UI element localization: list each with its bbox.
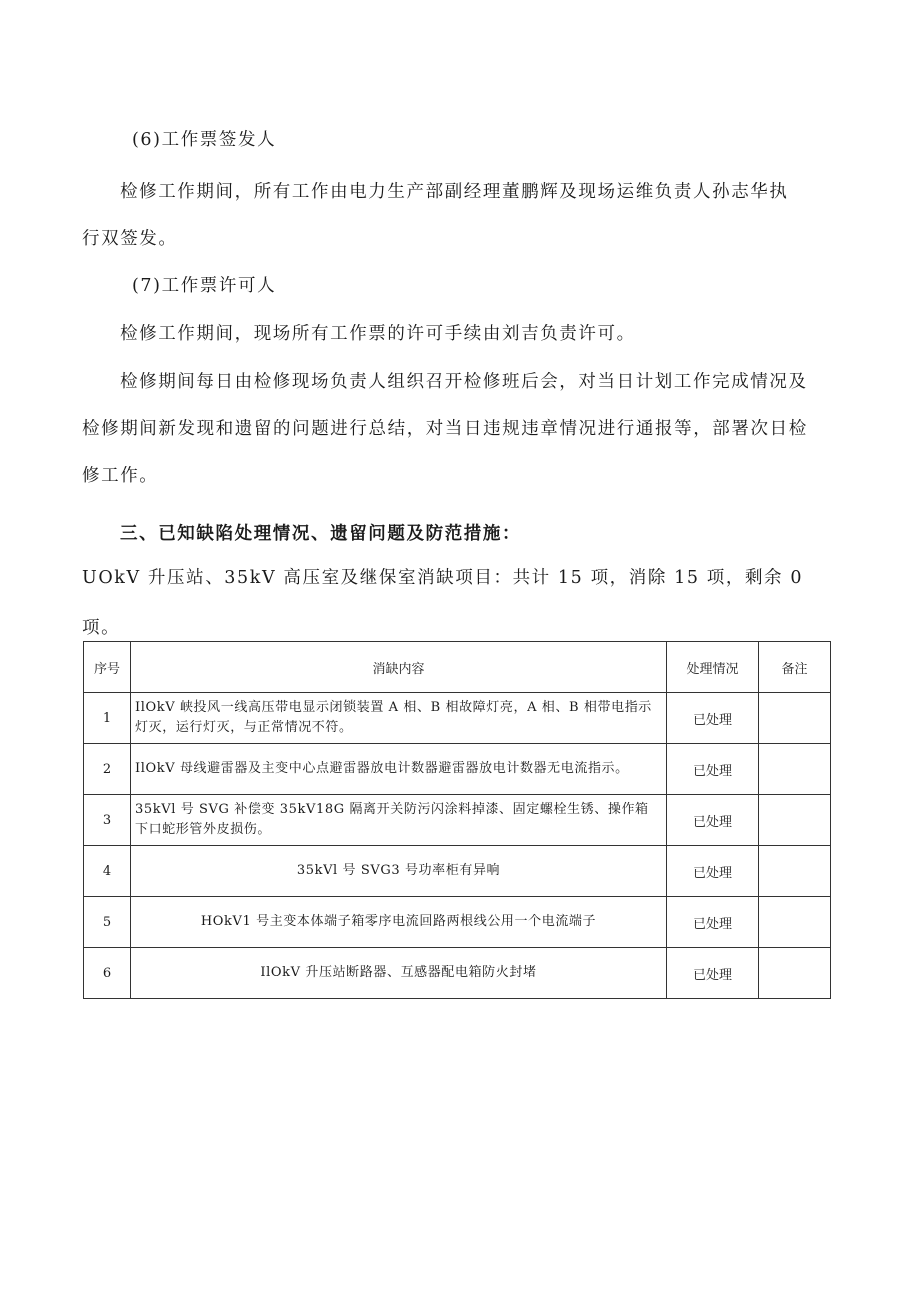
row-num: 4 (84, 846, 131, 897)
row-status: 已处理 (667, 948, 759, 999)
header-status: 处理情况 (667, 642, 759, 693)
table-row (84, 897, 831, 948)
paragraph-meeting-line3: 修工作。 (82, 466, 159, 486)
section-heading: 三、已知缺陷处理情况、遗留问题及防范措施： (120, 524, 522, 544)
row-status: 已处理 (667, 693, 759, 744)
table-row (84, 846, 831, 897)
table-row (84, 948, 831, 999)
row-content: IlOkV 升压站断路器、互感器配电箱防火封堵 (131, 948, 667, 999)
row-num: 2 (84, 744, 131, 795)
header-num: 序号 (84, 642, 131, 693)
paragraph-issuer-line1: 检修工作期间，所有工作由电力生产部副经理董鹏辉及现场运维负责人孙志华执 (120, 182, 789, 202)
paragraph-permit: 检修工作期间，现场所有工作票的许可手续由刘吉负责许可。 (120, 324, 636, 344)
header-remark: 备注 (759, 642, 831, 693)
row-content: 35kVl 号 SVG3 号功率柜有异响 (131, 846, 667, 897)
row-status: 已处理 (667, 846, 759, 897)
row-status: 已处理 (667, 744, 759, 795)
subheading-issuer: (6)工作票签发人 (132, 130, 277, 150)
row-num: 1 (84, 693, 131, 744)
row-content: HOkV1 号主变本体端子箱零序电流回路两根线公用一个电流端子 (131, 897, 667, 948)
table-row (84, 744, 831, 795)
subheading-permit: (7)工作票许可人 (132, 276, 277, 296)
summary-line1: UOkV 升压站、35kV 高压室及继保室消缺项目：共计 15 项，消除 15 项，剩余 0 (82, 568, 804, 588)
header-content: 消缺内容 (131, 642, 667, 693)
table-row (84, 795, 831, 846)
row-content: IlOkV 母线避雷器及主变中心点避雷器放电计数器避雷器放电计数器无电流指示。 (131, 744, 667, 795)
summary-line2: 项。 (82, 618, 121, 638)
paragraph-meeting-line2: 检修期间新发现和遗留的问题进行总结，对当日违规违章情况进行通报等，部署次日检 (82, 419, 808, 439)
row-content: 35kVl 号 SVG 补偿变 35kV18G 隔离开关防污闪涂料掉漆、固定螺栓生锈、操作箱下口蛇形管外皮损伤。 (131, 795, 667, 846)
table-header-row (84, 642, 831, 693)
row-remark (759, 693, 831, 744)
row-remark (759, 744, 831, 795)
row-num: 5 (84, 897, 131, 948)
paragraph-meeting-line1: 检修期间每日由检修现场负责人组织召开检修班后会，对当日计划工作完成情况及 (120, 372, 808, 392)
paragraph-issuer-line2: 行双签发。 (82, 229, 178, 249)
table-row (84, 693, 831, 744)
row-content: IlOkV 峡投风一线高压带电显示闭锁装置 A 相、B 相故障灯亮，A 相、B 相带电指示灯灭，运行灯灭，与正常情况不符。 (131, 693, 667, 744)
row-remark (759, 795, 831, 846)
row-remark (759, 897, 831, 948)
row-num: 6 (84, 948, 131, 999)
row-remark (759, 948, 831, 999)
row-status: 已处理 (667, 897, 759, 948)
row-num: 3 (84, 795, 131, 846)
row-remark (759, 846, 831, 897)
defects-table (83, 641, 831, 999)
row-status: 已处理 (667, 795, 759, 846)
